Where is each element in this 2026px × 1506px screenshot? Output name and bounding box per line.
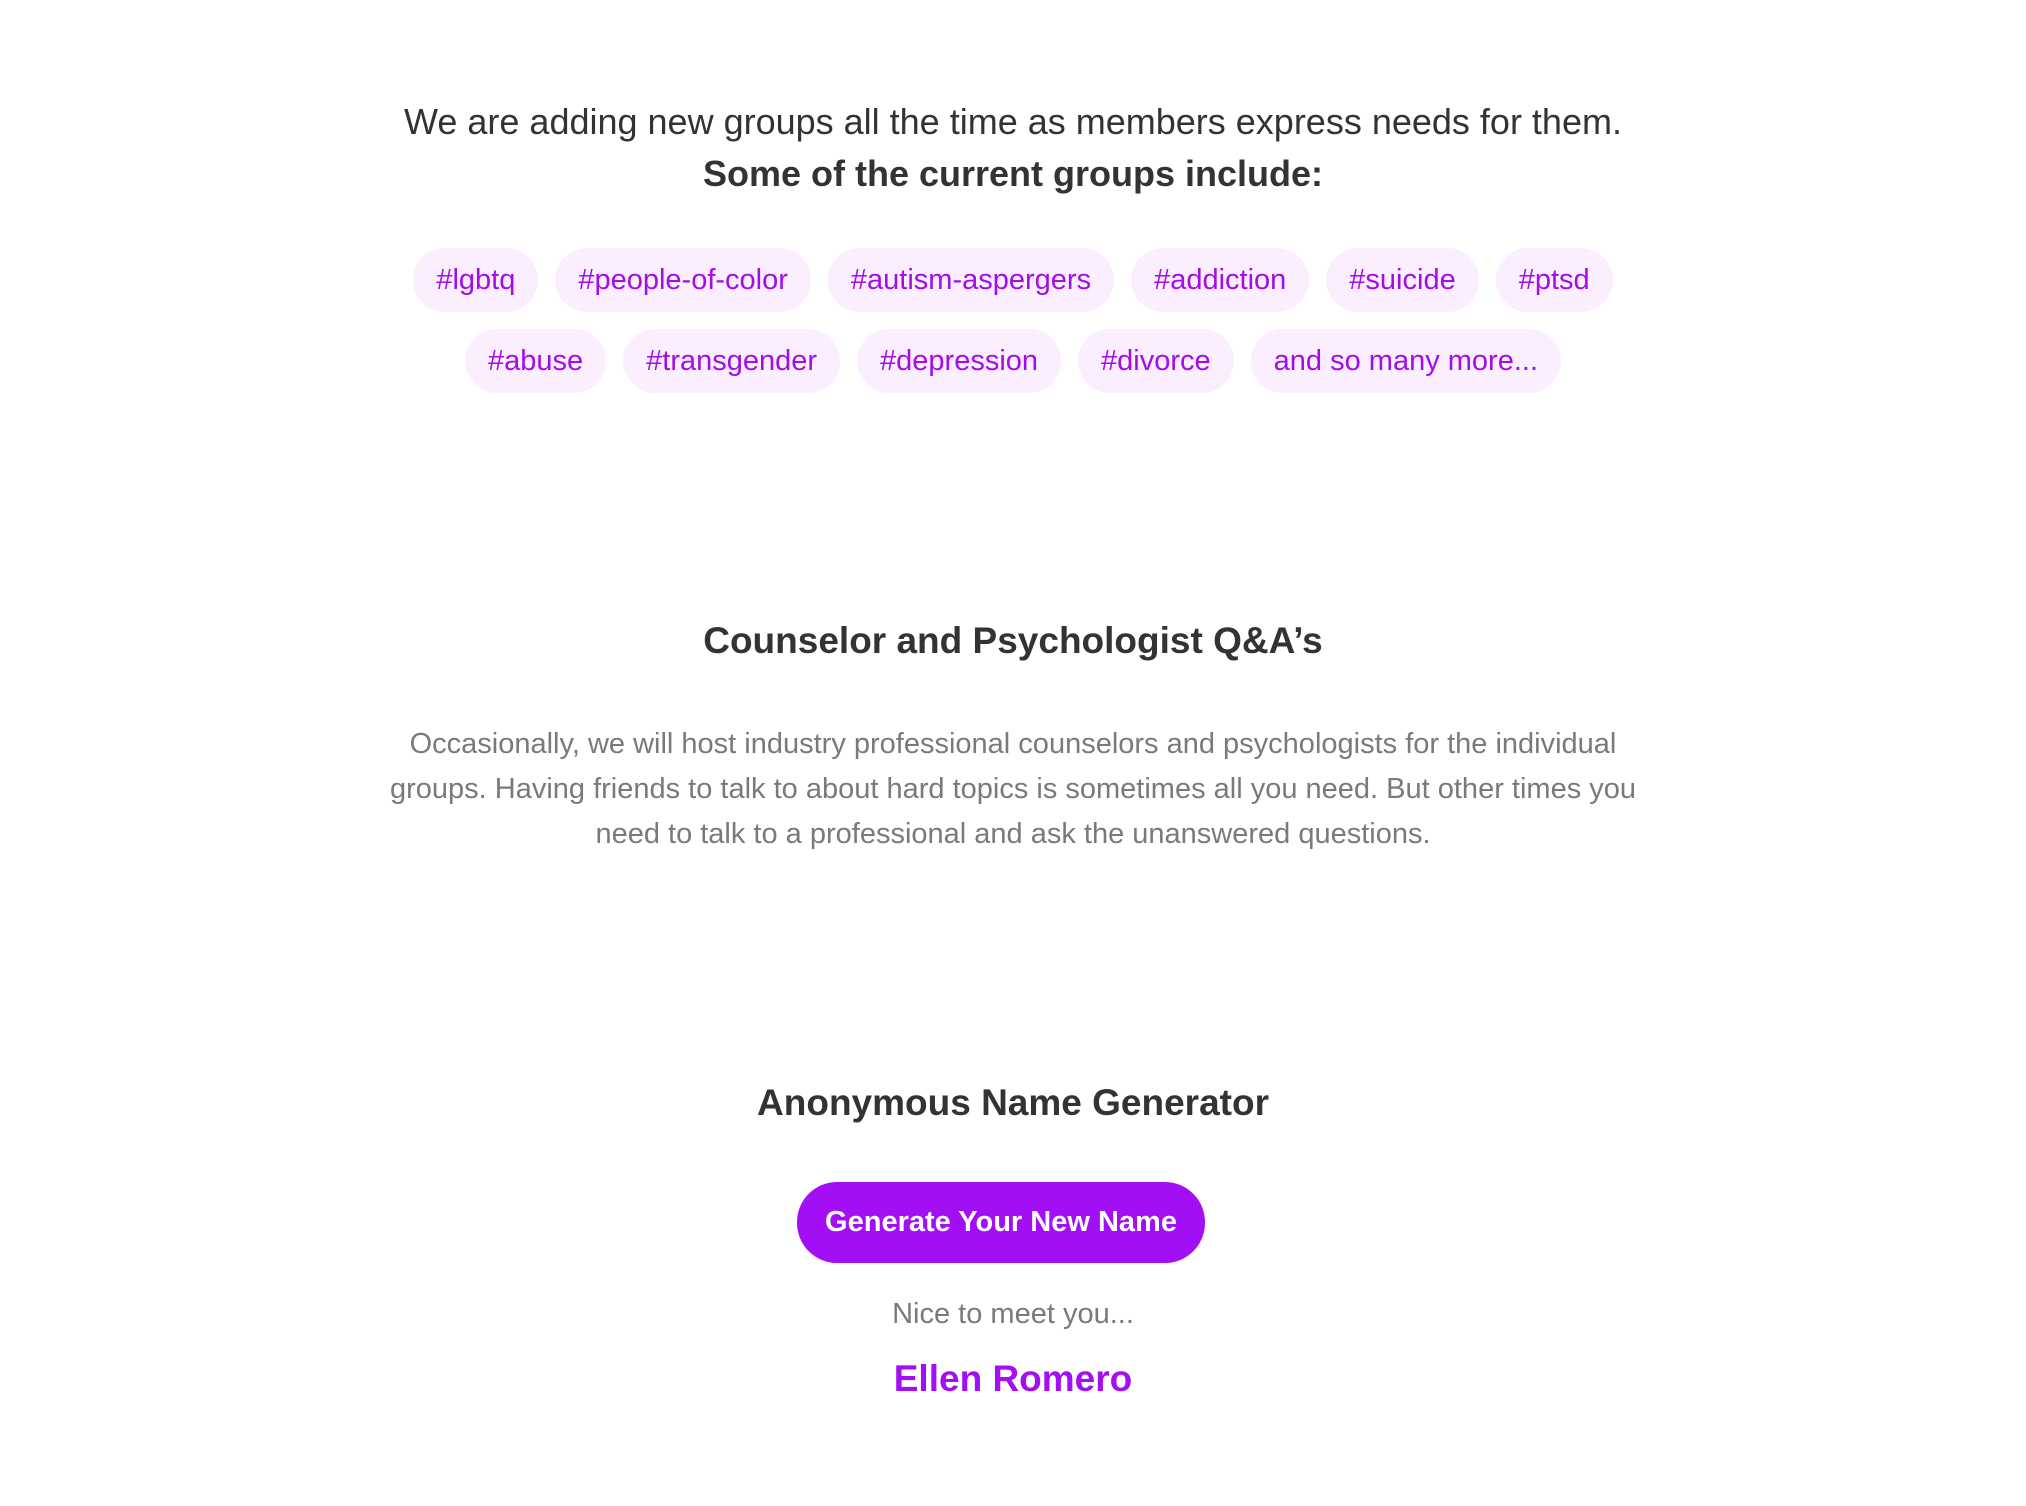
- tag-transgender[interactable]: #transgender: [623, 329, 840, 393]
- tag-lgbtq[interactable]: #lgbtq: [413, 248, 538, 312]
- tag-depression[interactable]: #depression: [857, 329, 1061, 393]
- tag-row-1: [0, 248, 2026, 312]
- tag-addiction[interactable]: #addiction: [1131, 248, 1309, 312]
- tag-autism-aspergers[interactable]: #autism-aspergers: [828, 248, 1114, 312]
- tag-row-2: [0, 329, 2026, 393]
- qa-section-title: Counselor and Psychologist Q&A’s: [703, 620, 1323, 661]
- tag-abuse[interactable]: #abuse: [465, 329, 606, 393]
- groups-intro-text: We are adding new groups all the time as members express needs for them.: [404, 101, 1622, 142]
- tag-suicide[interactable]: #suicide: [1326, 248, 1478, 312]
- generated-name: Ellen Romero: [893, 1358, 1133, 1399]
- tag-people-of-color[interactable]: #people-of-color: [555, 248, 811, 312]
- group-tags: [0, 248, 2026, 410]
- qa-section-body: Occasionally, we will host industry professional counselors and psychologists for the individual groups. Having friends to talk to about hard topics is sometimes all you need. But other times you need to talk to a professional and ask the unanswered questions.: [389, 728, 1637, 850]
- tag-ptsd[interactable]: #ptsd: [1496, 248, 1613, 312]
- generate-name-button[interactable]: Generate Your New Name: [797, 1182, 1205, 1263]
- groups-intro: [0, 96, 2026, 200]
- greeting-text: Nice to meet you...: [892, 1298, 1134, 1330]
- tag-divorce[interactable]: #divorce: [1078, 329, 1234, 393]
- groups-intro-emphasis: Some of the current groups include:: [702, 153, 1324, 194]
- tag-more[interactable]: and so many more...: [1251, 329, 1561, 393]
- name-generator-title: Anonymous Name Generator: [757, 1082, 1269, 1123]
